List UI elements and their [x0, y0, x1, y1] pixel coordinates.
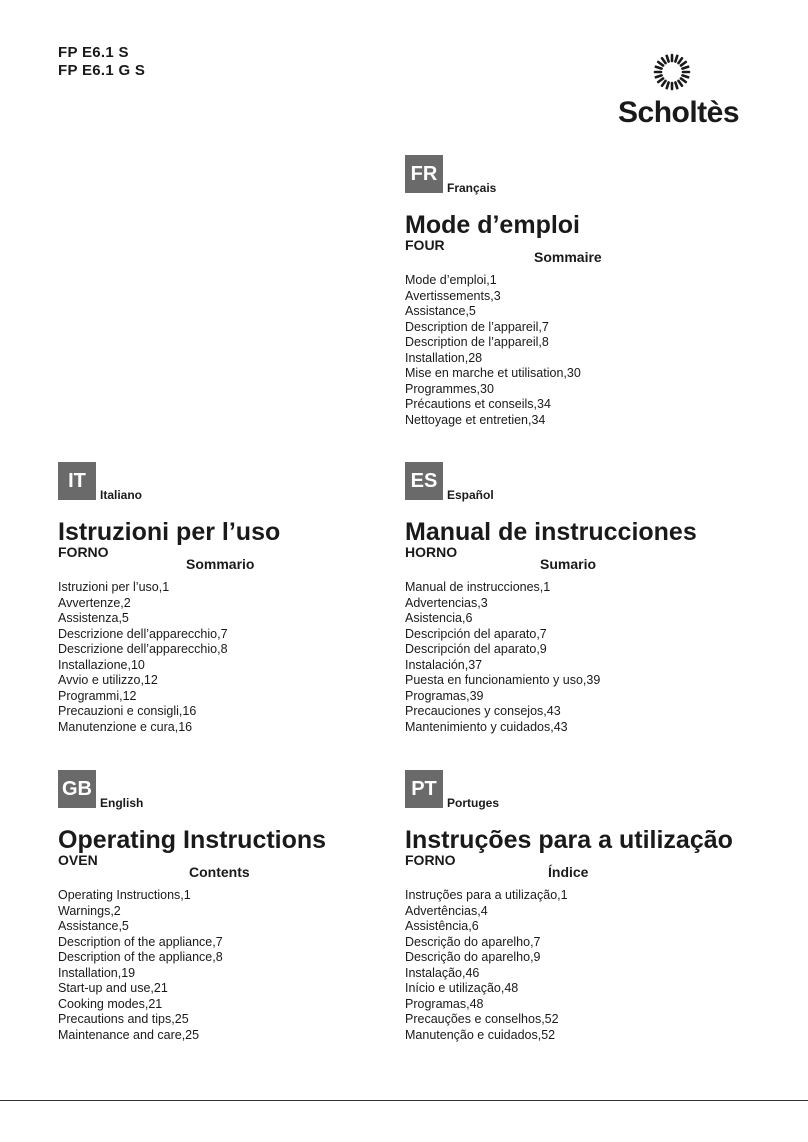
toc-list — [58, 888, 223, 1043]
toc-item: Precautions and tips,25 — [58, 1012, 189, 1026]
toc-item: Mode d’emploi,1 — [405, 273, 497, 287]
toc-heading: Sumario — [540, 556, 597, 572]
section-title: Manual de instrucciones — [405, 518, 697, 546]
toc-item: Description of the appliance,7 — [58, 934, 223, 949]
toc-item: Descrição do aparelho,9 — [405, 950, 541, 964]
language-name: Français — [447, 181, 497, 195]
model-numbers — [58, 44, 145, 80]
toc-item: Installazione,10 — [58, 657, 145, 672]
section-subtitle: FOUR — [405, 237, 445, 253]
toc-item: Programmes,30 — [405, 381, 494, 396]
toc-list — [405, 273, 581, 428]
toc-item: Assistance,5 — [58, 919, 129, 933]
toc-item: Installation,28 — [405, 350, 483, 365]
language-badge: ES — [405, 462, 443, 500]
language-name: Español — [447, 488, 494, 502]
section-title: Istruzioni per l’uso — [58, 518, 281, 546]
model-number: FP E6.1 S — [58, 44, 129, 61]
section-subtitle: HORNO — [405, 544, 458, 560]
toc-item: Asistencia,6 — [405, 611, 473, 625]
toc-item: Description de l’appareil,7 — [405, 319, 549, 334]
language-name: English — [100, 796, 144, 810]
toc-item: Descripción del aparato,9 — [405, 642, 547, 656]
section-subtitle: FORNO — [58, 544, 109, 560]
toc-heading: Sommario — [186, 556, 255, 572]
toc-item: Descrizione dell’apparecchio,7 — [58, 626, 228, 641]
toc-item: Description of the appliance,8 — [58, 950, 223, 964]
section-subtitle: FORNO — [405, 852, 456, 868]
toc-item: Avvertenze,2 — [58, 595, 131, 610]
sun-icon — [652, 52, 692, 92]
toc-item: Precauciones y consejos,43 — [405, 704, 561, 718]
toc-item: Nettoyage et entretien,34 — [405, 412, 546, 427]
toc-item: Manutenção e cuidados,52 — [405, 1027, 556, 1042]
toc-item: Installation,19 — [58, 965, 136, 980]
toc-heading: Índice — [548, 864, 589, 880]
toc-list — [405, 580, 600, 735]
toc-item: Start-up and use,21 — [58, 981, 168, 995]
toc-item: Precauções e conselhos,52 — [405, 1012, 559, 1026]
brand-logo — [618, 52, 738, 132]
toc-item: Instalação,46 — [405, 965, 480, 980]
toc-item: Maintenance and care,25 — [58, 1027, 200, 1042]
toc-item: Descrizione dell’apparecchio,8 — [58, 642, 228, 656]
toc-item: Istruzioni per l’uso,1 — [58, 580, 170, 594]
toc-item: Précautions et conseils,34 — [405, 397, 551, 411]
language-name: Italiano — [100, 488, 143, 502]
brand-name: Scholtès — [618, 96, 740, 129]
toc-item: Instruções para a utilização,1 — [405, 888, 568, 902]
toc-heading: Contents — [189, 864, 250, 880]
toc-item: Advertencias,3 — [405, 595, 488, 610]
toc-item: Descrição do aparelho,7 — [405, 934, 541, 949]
toc-item: Assistência,6 — [405, 919, 479, 933]
toc-item: Description de l’appareil,8 — [405, 335, 549, 349]
toc-item: Início e utilização,48 — [405, 981, 519, 995]
language-badge: GB — [58, 770, 96, 808]
section-title: Mode d’emploi — [405, 211, 580, 239]
toc-item: Assistance,5 — [405, 304, 476, 318]
toc-item: Programmi,12 — [58, 688, 137, 703]
toc-item: Advertências,4 — [405, 903, 488, 918]
toc-list — [405, 888, 568, 1043]
toc-item: Mise en marche et utilisation,30 — [405, 366, 581, 380]
toc-item: Descripción del aparato,7 — [405, 626, 547, 641]
language-name: Portuges — [447, 796, 500, 810]
toc-item: Programas,39 — [405, 688, 484, 703]
toc-item: Warnings,2 — [58, 903, 121, 918]
toc-item: Avertissements,3 — [405, 288, 501, 303]
toc-item: Manutenzione e cura,16 — [58, 719, 193, 734]
toc-item: Programas,48 — [405, 996, 484, 1011]
toc-item: Assistenza,5 — [58, 611, 129, 625]
toc-item: Cooking modes,21 — [58, 996, 163, 1011]
toc-item: Avvio e utilizzo,12 — [58, 673, 158, 687]
toc-list — [58, 580, 228, 735]
toc-item: Precauzioni e consigli,16 — [58, 704, 197, 718]
language-badge: FR — [405, 155, 443, 193]
section-title: Instruções para a utilização — [405, 826, 733, 854]
toc-item: Mantenimiento y cuidados,43 — [405, 719, 568, 734]
toc-item: Manual de instrucciones,1 — [405, 580, 551, 594]
toc-heading: Sommaire — [534, 249, 602, 265]
footer-divider — [0, 1100, 808, 1101]
toc-item: Operating Instructions,1 — [58, 888, 191, 902]
section-subtitle: OVEN — [58, 852, 98, 868]
toc-item: Instalación,37 — [405, 657, 483, 672]
toc-item: Puesta en funcionamiento y uso,39 — [405, 673, 601, 687]
language-badge: IT — [58, 462, 96, 500]
model-number: FP E6.1 G S — [58, 62, 146, 79]
section-title: Operating Instructions — [58, 826, 327, 854]
language-badge: PT — [405, 770, 443, 808]
